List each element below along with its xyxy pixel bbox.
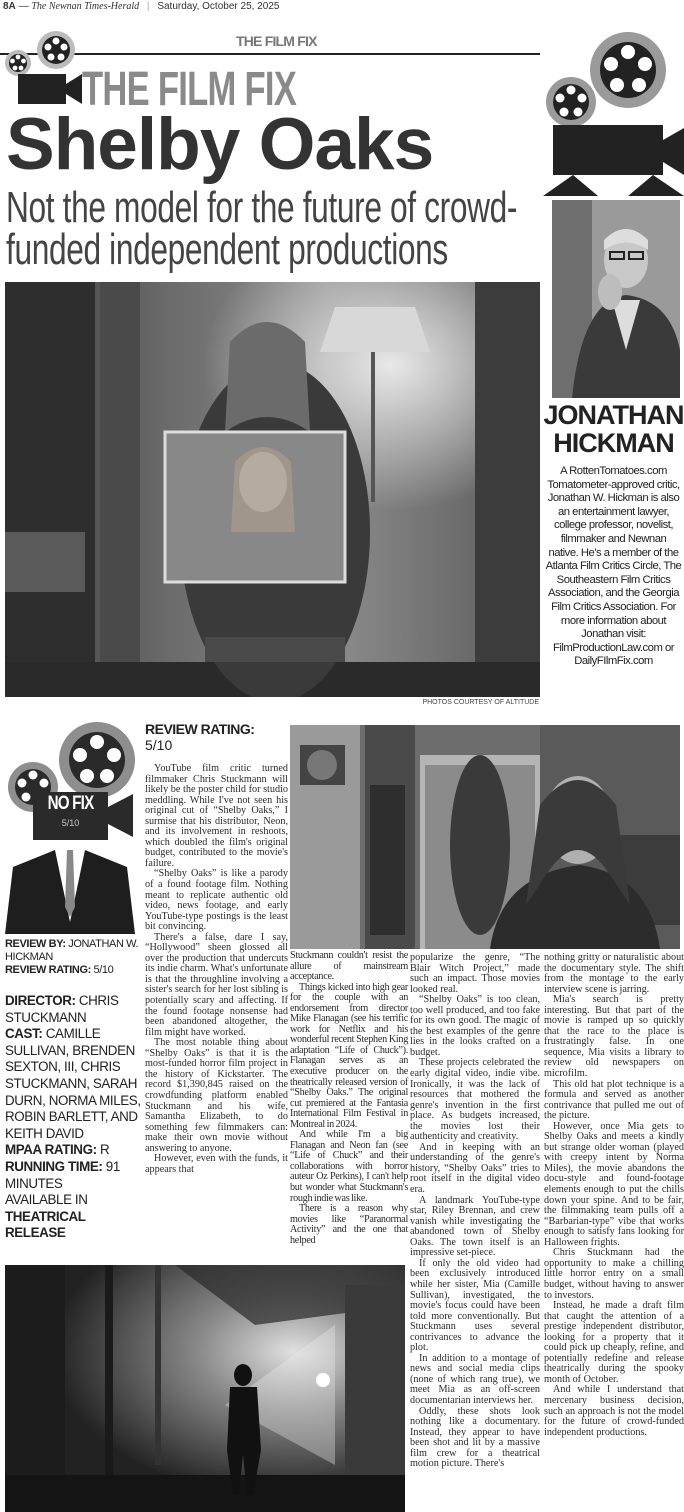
article-paragraph: The most notable thing about “Shelby Oaks” is that it is the most-funded horror film project in the history of Kickstarter. The record $1,390,845 raised on the crowdfunding platform enabled Stuckmann and his wife, Samantha Elizabeth, to do something few filmmakers can: make their own movie without answering to anyone.: [145, 1037, 288, 1154]
article-paragraph: This old hat plot technique is a formula and served as another contrivance that pulled me out of the picture.: [544, 1078, 684, 1122]
credit-item: [5, 993, 145, 1026]
article-paragraph: There's a false, dare I say, “Hollywood” sheen glossed all over the production that undercuts its indie charm. What's unfortunate is that the throughline involving a sister's search for her lost sibling is potentially scary and affecting. If the found footage nonsense had been abandoned altogether, the film might have worked.: [145, 931, 288, 1038]
folio-line: [3, 1, 279, 12]
film-credits-box: [5, 993, 145, 1242]
credit-label: DIRECTOR:: [5, 993, 76, 1008]
article-paragraph: There is a reason why movies like “Paranormal Activity” and the one that helped: [290, 1203, 408, 1246]
film-critic-camera-graphic-icon: [543, 30, 684, 196]
article-paragraph: YouTube film critic turned filmmaker Chris Stuckmann will likely be the poster child for studio meddling. While I've not seen his original cut of “Shelby Oaks,” I surmise that his distributor, Neon, and its involvement in reshoots, which doubled the film's original budget, contributed to the movie's failure.: [145, 763, 288, 869]
article-paragraph: Mia's search is pretty interesting. But that part of the movie is ramped up so quickly that the race to the place is frustratingly false. In one sequence, Mia visits a library to review old newspapers on microfilm.: [544, 994, 684, 1080]
credit-value: R: [99, 1142, 110, 1158]
article-paragraph: And in keeping with an understanding of the genre's history, “Shelby Oaks” tries to root itself in the digital video era.: [410, 1141, 540, 1196]
article-paragraph: popularize the genre, “The Blair Witch Project,” made such an impact. Those movies looked real.: [410, 952, 540, 995]
credit-label: RUNNING TIME:: [5, 1158, 103, 1174]
credit-label: REVIEW RATING:: [5, 964, 91, 976]
credit-item: [5, 964, 145, 977]
columnist-name: [543, 401, 684, 457]
credit-value-bold: THEATRICAL RELEASE: [5, 1208, 86, 1241]
article-paragraph: However, even with the funds, it appears that: [145, 1153, 288, 1175]
page-number: 8A: [3, 1, 16, 12]
columnist-headshot-photo: [552, 200, 680, 398]
article-paragraph: nothing gritty or naturalistic about the documentary style. The shift from the montage to the early interview scene is jarring.: [544, 952, 684, 995]
article-column-3: [410, 953, 540, 1470]
folio-divider: |: [146, 1, 150, 12]
review-rating-value: 5/10: [145, 737, 173, 753]
credit-value: JONATHAN W. HICKMAN: [5, 938, 139, 963]
article-column-1: [145, 764, 288, 1175]
credit-prefix: AVAILABLE IN: [5, 1192, 88, 1208]
credit-label: REVIEW BY:: [5, 938, 66, 950]
credit-value: 91 MINUTES: [5, 1158, 120, 1191]
columnist-first-name: JONATHAN: [543, 400, 684, 430]
article-paragraph: Chris Stuckmann had the opportunity to make a chilling little horror entry on a small budget, without having to answer to investors.: [544, 1247, 684, 1301]
photo-woman-in-cabin: [290, 725, 680, 949]
film-camera-logo-icon: [4, 30, 84, 110]
no-fix-rating-badge-icon: [5, 722, 140, 934]
credit-value: CAMILLE SULLIVAN, BRENDEN SEXTON, III, CHRIS STUCKMANN, SARAH DURN, NORMA MILES, ROBIN BARLETT, AND KEITH DAVID: [5, 1026, 141, 1141]
credit-item: [5, 1159, 145, 1192]
credit-item: [5, 1142, 145, 1159]
review-rating-heading: REVIEW RATING:: [145, 721, 255, 737]
review-byline-box: [5, 938, 145, 977]
article-paragraph: Stuckmann couldn't resist the allure of mainstream acceptance.: [290, 950, 408, 983]
article-paragraph: “Shelby Oaks” is like a parody of a found footage film. Nothing meant to replicate authentic old video, news footage, and early YouTube-type postings is the least bit convincing.: [145, 868, 288, 933]
columnist-last-name: HICKMAN: [553, 428, 674, 458]
article-paragraph: Oddly, these shots look nothing like a documentary. Instead, they appear to have been shot and lit by a massive film crew for a theatrical motion picture. There's: [410, 1405, 540, 1470]
main-photo-woman-holding-picture: [5, 282, 540, 697]
newspaper-name: The Newnan Times-Herald: [31, 1, 140, 12]
article-paragraph: And while I understand that mercenary business decision, such an approach is not the model for the future of crowd-funded independent productions.: [544, 1384, 684, 1438]
article-paragraph: In addition to a montage of news and social media clips (none of which rang true), we meet Mia as an off-screen documentarian interviews her.: [410, 1352, 540, 1406]
subheadline-line-2: funded independent productions: [6, 225, 448, 274]
columnist-bio: A RottenTomatoes.com Tomatometer-approved critic, Jonathan W. Hickman is also an entertainment lawyer, college professor, novelist, filmmaker and Newnan native. He's a member of the Atlanta Film Critics Circle, The Southeastern Film Critics Association, and the Georgia Film Critics Association. For more information about Jonathan visit: FilmProductionLaw.com or DailyFIlmFix.com: [545, 465, 682, 668]
article-column-4: [544, 953, 684, 1438]
issue-date: Saturday, October 25, 2025: [157, 1, 280, 12]
credit-value: CHRIS STUCKMANN: [5, 993, 119, 1025]
photo-credit: PHOTOS COURTESY OF ALTITUDE: [422, 699, 539, 706]
headline: Shelby Oaks: [6, 104, 434, 185]
article-paragraph: “Shelby Oaks” is too clean, too well produced, and too fake for its own good. The magic of the best examples of the genre lies in the looks crafted on a budget.: [410, 994, 540, 1058]
article-paragraph: These projects celebrated the early digital video, indie vibe. Ironically, it was the lack of resources that mothered the genre's invention in the first place. As budgets increased, the movies lost their authenticity and creativity.: [410, 1057, 540, 1143]
article-paragraph: Things kicked into high gear for the couple with an endorsement from director Mike Flanagan (see his terrific work for Netflix and his wonderful recent Stephen King adaptation “Life of Chuck”). Flanagan serves as an executive producer on the theatrically released version of “Shelby Oaks.” The original cut premiered at the Fantasia International Film Festival in Montreal in 2024.: [290, 981, 408, 1130]
photo-silhouette-in-warehouse: [5, 1265, 405, 1512]
column-brand: THE FILM FIX: [82, 63, 297, 116]
folio-dash: —: [18, 1, 29, 12]
article-paragraph: Instead, he made a draft film that caught the attention of a prestige independent distributor, looking for a property that it could pick up cheaply, refine, and potentially redefine and release theatrically during the spooky month of October.: [544, 1300, 684, 1385]
section-kicker: THE FILM FIX: [236, 33, 317, 49]
credit-label: MPAA RATING:: [5, 1142, 97, 1158]
credit-item: [5, 938, 145, 964]
badge-label: NO FIX: [47, 793, 94, 814]
article-paragraph: A landmark YouTube-type star, Riley Brennan, and crew vanish while investigating the abandoned town of Shelby Oaks. The town itself is an impressive set-piece.: [410, 1194, 540, 1259]
article-paragraph: And while I'm a big Flanagan and Neon fan (see “Life of Chuck” and their collaborations with horror auteur Oz Perkins), I can't help but wonder what Stuckmann's rough indie was like.: [290, 1129, 408, 1204]
badge-score: 5/10: [61, 818, 80, 828]
article-paragraph: If only the old video had been exclusively introduced while her sister, Mia (Camille Sullivan), investigated, the movie's focus could have been told more conventionally. But Stuckmann uses several contrivances to advance the plot.: [410, 1257, 540, 1354]
credit-value: 5/10: [93, 964, 114, 976]
subheadline-line-1: Not the model for the future of crowd-: [6, 183, 518, 232]
article-paragraph: However, once Mia gets to Shelby Oaks and meets a kindly but strange older woman (played with creepy intent by Norma Miles), the movie abandons the docu-style and found-footage elements enough to put the chills down your spine. And to be fair, the filmmaking team pulls off a “Barbarian-type” vibe that works enough to satisfy fans looking for Halloween frights.: [544, 1120, 684, 1248]
article-column-2: [290, 951, 408, 1246]
credit-item: [5, 1192, 145, 1242]
credit-item: [5, 1026, 145, 1142]
credit-label: CAST:: [5, 1026, 43, 1042]
